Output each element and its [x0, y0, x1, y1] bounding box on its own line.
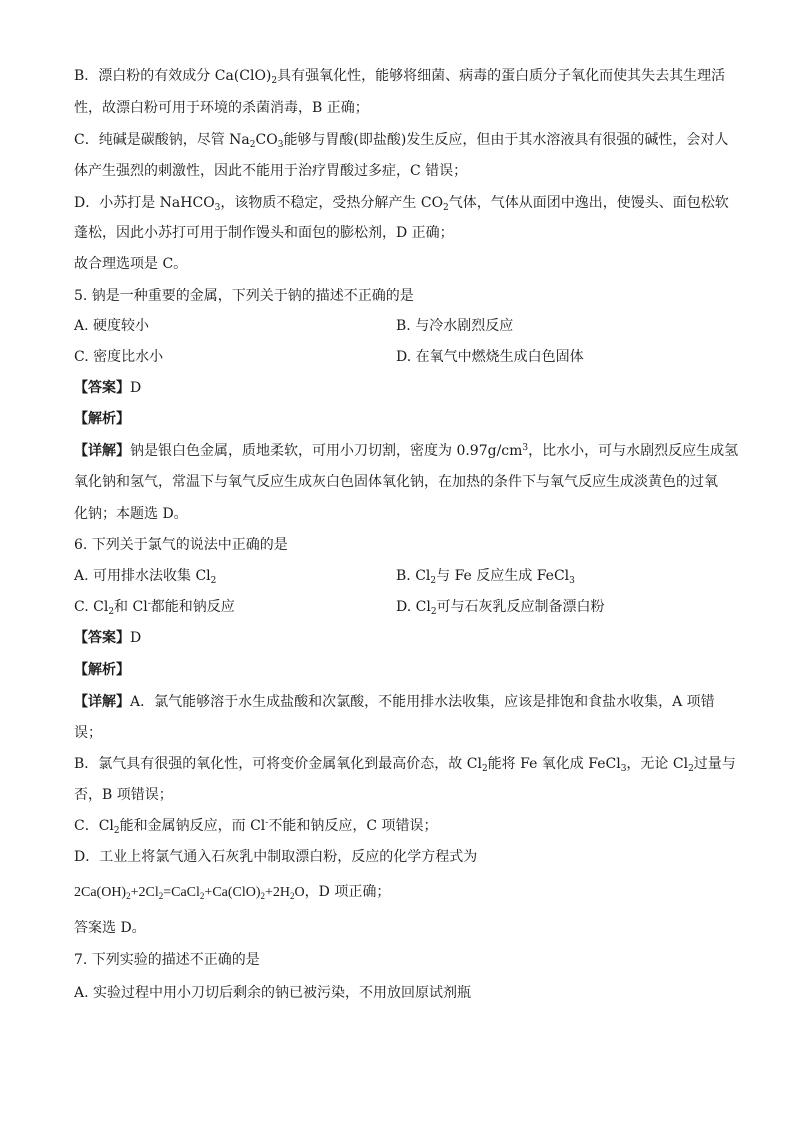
answer-value: D	[130, 380, 142, 396]
detail-tag: 【详解】	[74, 694, 130, 710]
question-7-stem: 7. 下列实验的描述不正确的是	[74, 952, 260, 968]
detail-line: 误；	[74, 725, 102, 741]
chemical-equation: $2Ca(OH)_2+2Cl_2=CaCl_2+Ca(ClO)_2+2H_2O$，D 项正确；	[74, 884, 391, 901]
detail-line: C．$Cl_2$能和金属钠反应，而 Cl-不能和钠反应，C 项错误；	[74, 818, 438, 836]
option-c: C. 密度比水小	[74, 349, 164, 365]
answer-tag: 【答案】	[74, 630, 130, 646]
detail-line: 否，B 项错误；	[74, 787, 173, 803]
analysis-tag: 【解析】	[74, 662, 130, 678]
option-d: D. 在氧气中燃烧生成白色固体	[396, 349, 584, 365]
answer-value: D	[130, 630, 142, 646]
question-5-stem: 5. 钠是一种重要的金属，下列关于钠的描述不正确的是	[74, 288, 414, 304]
detail-line: 答案选 D。	[74, 920, 146, 936]
option-b: B. 与冷水剧烈反应	[396, 318, 514, 334]
detail-line: 化钠；本题选 D。	[74, 506, 188, 522]
answer-line	[74, 378, 734, 398]
option-a: A. 硬度较小	[74, 318, 150, 334]
option-a: A. 可用排水法收集 $Cl_2$	[74, 568, 217, 586]
text-line: 体产生强烈的刺激性，因此不能用于治疗胃酸过多症，C 错误；	[74, 163, 468, 179]
detail-line: 【详解】钠是银白色金属，质地柔软，可用小刀切割，密度为 $0.97g/cm^3$，比水小，可与水剧烈反应生成氢	[74, 443, 739, 459]
detail-line: B．氯气具有很强的氧化性，可将变价金属氧化到最高价态，故 $Cl_2$能将 Fe 氧化成 FeCl$_3$，无论 $Cl_2$过量与	[74, 756, 736, 774]
option-c: C. $Cl_2$和 Cl-都能和钠反应	[74, 599, 235, 617]
equation: $2Ca(OH)_2+2Cl_2=CaCl_2+Ca(ClO)_2+2H_2O$	[74, 885, 305, 901]
detail-line: D．工业上将氯气通入石灰乳中制取漂白粉，反应的化学方程式为	[74, 849, 478, 865]
text-line: D．小苏打是 NaHCO$_3$，该物质不稳定，受热分解产生 $CO_2$气体，气体从面团中逸出，使馒头、面包松软	[74, 195, 729, 213]
question-6-options-row	[74, 597, 734, 617]
answer-line	[74, 628, 734, 648]
question-5-options-row	[74, 347, 734, 367]
text-line: 蓬松，因此小苏打可用于制作馒头和面包的膨松剂，D 正确；	[74, 225, 454, 241]
option-a: A. 实验过程中用小刀切后剩余的钠已被污染，不用放回原试剂瓶	[74, 985, 472, 1001]
detail-tag: 【详解】	[74, 443, 130, 459]
option-b: B. $Cl_2$与 Fe 反应生成 FeCl$_3$	[396, 568, 575, 586]
option-d: D. $Cl_2$可与石灰乳反应制备漂白粉	[396, 599, 605, 617]
detail-line: 【详解】A．氯气能够溶于水生成盐酸和次氯酸，不能用排水法收集，应该是排饱和食盐水收集，A 项错	[74, 694, 715, 710]
question-6-options-row	[74, 566, 734, 586]
question-6-stem: 6. 下列关于氯气的说法中正确的是	[74, 537, 288, 553]
text-line: 性，故漂白粉可用于环境的杀菌消毒，B 正确；	[74, 100, 369, 116]
text-line: 故合理选项是 C。	[74, 256, 188, 272]
detail-line: 氧化钠和氢气，常温下与氧气反应生成灰白色固体氧化钠，在加热的条件下与氧气反应生成淡黄色的过氧	[74, 474, 718, 490]
analysis-tag: 【解析】	[74, 411, 130, 427]
text-line: B．漂白粉的有效成分 $Ca(ClO)_2$具有强氧化性，能够将细菌、病毒的蛋白质分子氧化而使其失去其生理活	[74, 68, 726, 86]
question-5-options-row	[74, 316, 734, 336]
answer-tag: 【答案】	[74, 380, 130, 396]
text-line: C．纯碱是碳酸钠，尽管 $Na_2CO_3$能够与胃酸(即盐酸)发生反应，但由于其水溶液具有很强的碱性，会对人	[74, 132, 729, 150]
